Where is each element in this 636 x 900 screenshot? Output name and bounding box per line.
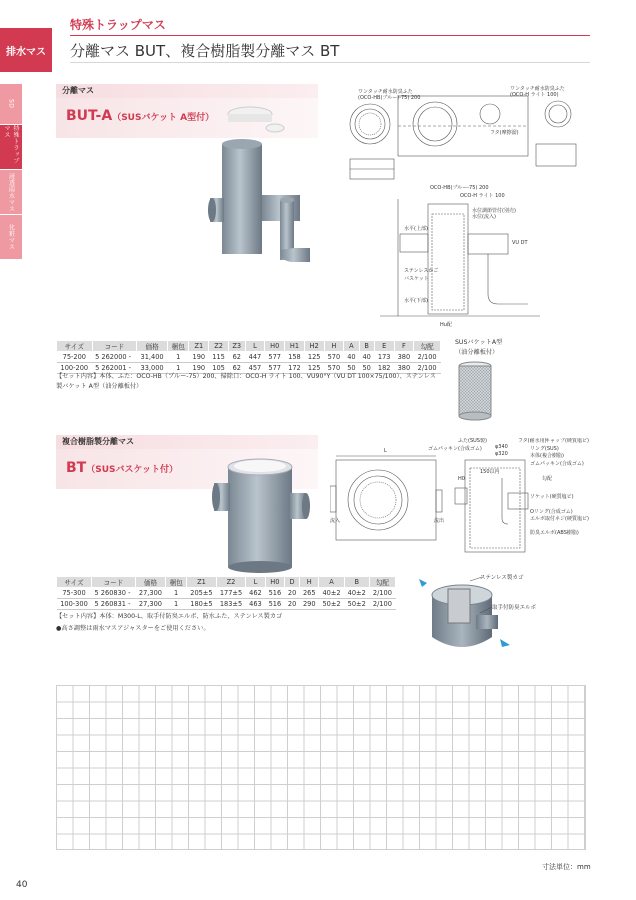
table-cell: 20 — [285, 599, 300, 610]
table-cell: 62 — [228, 363, 245, 374]
table-cell: 447 — [245, 352, 265, 363]
table-cell: 190 — [189, 363, 209, 374]
page-number: 40 — [16, 880, 28, 890]
sidebar-tab-decorative[interactable]: 化粧マス — [0, 215, 22, 259]
table-cell: 380 — [394, 352, 414, 363]
table-cell: 172 — [285, 363, 305, 374]
set-note-but: 【セット内容】本体、ふた：OCO-HB（ブルー-75）200、掃除口：OCO-H ライト 100、VU90°Y（VU DT 100×75/100）、ステンレス製バケット A型（油分離板付） — [56, 373, 436, 390]
section2-header-cell: Z2 — [216, 577, 246, 588]
label-inlet: 水平(上部) — [404, 226, 428, 232]
section1-header-cell: サイズ — [57, 341, 93, 352]
label-bt-elbow: エルボ取付ネジ(硬質塩ビ) — [530, 516, 589, 522]
table-cell: 2/100 — [369, 599, 395, 610]
category-heading: 特殊トラップマス — [70, 18, 166, 32]
label-inner-lid: OCO-H ライト 100 — [460, 193, 505, 199]
table-cell: 205±5 — [187, 588, 217, 599]
table-header-row — [57, 341, 441, 352]
table-row — [57, 352, 441, 363]
but-a-product-image — [200, 100, 320, 270]
table-cell: 31,400 — [137, 352, 168, 363]
section2-header-cell: A — [319, 577, 344, 588]
label-inspect-1: ワンタッチ耐水防臭ふた — [510, 86, 565, 92]
section1-header-cell: H0 — [265, 341, 285, 352]
sidebar-tab-special-trap[interactable]: 特殊トラップマス — [0, 125, 22, 169]
section1-header-cell: コード — [92, 341, 137, 352]
section2-header-cell: L — [246, 577, 265, 588]
table-cell: 105 — [209, 363, 229, 374]
table-cell: 570 — [324, 363, 344, 374]
label-bt-dim3: H0 — [458, 476, 465, 482]
table-cell: 2/100 — [369, 588, 395, 599]
table-cell: 190 — [189, 352, 209, 363]
label-cap: OCO-HB(ブルー-75) 200 — [430, 185, 489, 191]
table-cell: 20 — [285, 588, 300, 599]
bt-cutaway-image — [418, 575, 538, 660]
label-bt-olring: Oリング(合成ゴム) — [530, 509, 573, 515]
table-cell: 75-300 — [57, 588, 92, 599]
product-name-bt — [66, 460, 178, 476]
table-cell: 173 — [374, 352, 394, 363]
table-cell: 62 — [228, 352, 245, 363]
notes-grid — [56, 685, 586, 850]
label-side: VU DT — [512, 240, 528, 246]
table-cell: 40±2 — [319, 588, 344, 599]
label-top-tool: フタ(摩擦溜) — [490, 130, 519, 136]
table-cell: 50±2 — [319, 599, 344, 610]
spec-table-bt — [56, 576, 396, 610]
table-cell: 125 — [304, 352, 324, 363]
table-cell: 2/100 — [414, 352, 441, 363]
table-cell: 27,300 — [135, 588, 165, 599]
table-row — [57, 599, 396, 610]
bt-product-image — [210, 455, 320, 575]
table-cell: 1 — [166, 588, 187, 599]
table-cell: 33,000 — [137, 363, 168, 374]
label-bt-cap-hub: フタ(耐水用) — [518, 438, 547, 444]
label-bucket: ステンレスかご — [404, 268, 439, 274]
section1-header-cell: B — [359, 341, 374, 352]
table-cell: 182 — [374, 363, 394, 374]
bullet-note-bt: ●高さ調整は雨水マスアジャスターをご使用ください。 — [56, 625, 210, 632]
section1-header-cell: A — [344, 341, 359, 352]
section1-header-cell: Z3 — [228, 341, 245, 352]
table-cell: 463 — [246, 599, 265, 610]
label-drain-in: 水位(流入) — [472, 214, 496, 220]
section2-header-cell: コード — [92, 577, 136, 588]
section1-header-cell: H2 — [304, 341, 324, 352]
table-row — [57, 588, 396, 599]
table-cell: 5 260830 - — [92, 588, 136, 599]
table-cell: 516 — [265, 588, 284, 599]
label-bt-in: 流入 — [330, 518, 341, 524]
table-cell: 380 — [394, 363, 414, 374]
section2-header-cell: H0 — [265, 577, 284, 588]
label-bt-dim1: φ340 — [495, 444, 508, 450]
set-note-bt: 【セット内容】本体：M300-L、取手付防臭エルボ、防水ふた、ステンレス製カゴ — [56, 613, 283, 620]
table-cell: 516 — [265, 599, 284, 610]
label-bt-cap-gasket: キャップ(硬質塩ビ) — [545, 438, 589, 444]
table-header-row-bt — [57, 577, 396, 588]
table-cell: 50 — [359, 363, 374, 374]
table-cell: 577 — [265, 363, 285, 374]
sidebar-tab-infiltration[interactable]: 浸透雨水マス — [0, 170, 22, 214]
table-cell: 100-300 — [57, 599, 92, 610]
table-cell: 5 262001 - — [92, 363, 137, 374]
table-cell: 1 — [166, 599, 187, 610]
table-cell: 1 — [168, 352, 189, 363]
section1-header-cell: 梱包 — [168, 341, 189, 352]
label-bt-out: 流出 — [434, 518, 445, 524]
section1-header-cell: E — [374, 341, 394, 352]
cutaway-label-elbow: 取手付防臭エルボ — [492, 605, 537, 611]
label-basket: バスケット — [404, 276, 429, 282]
table-cell: 457 — [245, 363, 265, 374]
title-rule — [70, 62, 590, 63]
section2-header-cell: B — [344, 577, 369, 588]
section2-header-cell: Z1 — [187, 577, 217, 588]
table-cell: 100-200 — [57, 363, 93, 374]
section1-header-cell: F — [394, 341, 414, 352]
section1-header-cell: 勾配 — [414, 341, 441, 352]
page-title: 分離マス BUT、複合樹脂製分離マス BT — [70, 42, 340, 60]
table-cell: 577 — [265, 352, 285, 363]
label-lid-plan-2: (OCO-HB(ブルー)-75) 200 — [358, 95, 421, 101]
basket-caption-1: SUSバケットA型 — [455, 339, 503, 346]
spec-table-but — [56, 340, 441, 374]
table-cell: 40 — [344, 352, 359, 363]
unit-note: 寸法単位：mm — [542, 863, 591, 871]
table-cell: 40 — [359, 352, 374, 363]
product-code-bt: BT — [66, 460, 87, 476]
table-cell: 115 — [209, 352, 229, 363]
label-bt-rubber: ゴムパッキン(合成ゴム) — [530, 461, 584, 467]
label-bt-body-cover: ゴムパッキン(合成ゴム) — [428, 446, 482, 452]
section1-header-cell: Z2 — [209, 341, 229, 352]
label-level-adj: 水位調節管付(別売) — [472, 208, 516, 214]
table-cell: 5 262000 - — [92, 352, 137, 363]
cutaway-label-basket: ステンレス製カゴ — [480, 575, 524, 581]
basket-caption-2: （油分離板付） — [455, 349, 499, 356]
table-cell: 1 — [168, 363, 189, 374]
label-bt-lid: ふた(SUS製) — [458, 438, 487, 444]
label-bt-dim2: φ320 — [495, 451, 508, 457]
table-cell: 40±2 — [344, 588, 369, 599]
section1-header-cell: H — [324, 341, 344, 352]
label-lid-plan-1: ワンタッチ耐水防臭ふた — [358, 89, 413, 95]
product-suffix-bt: （SUSバスケット付） — [86, 465, 179, 475]
table-cell: 265 — [300, 588, 319, 599]
section1-header-cell: Z1 — [189, 341, 209, 352]
label-bt-hole: L — [384, 448, 387, 454]
table-cell: 290 — [300, 599, 319, 610]
table-cell: 180±5 — [187, 599, 217, 610]
section1-header-cell: H1 — [285, 341, 305, 352]
label-inspect-2: (OCO-H ライト 100) — [510, 92, 559, 98]
bt-technical-drawing — [330, 438, 590, 578]
product-suffix: （SUSバケット A型付） — [112, 113, 215, 123]
table-cell: 462 — [246, 588, 265, 599]
table-cell: 125 — [304, 363, 324, 374]
label-bt-dim4: 150以内 — [480, 469, 500, 475]
label-bt-ring: リング(SUS) — [530, 446, 559, 452]
table-cell: 158 — [285, 352, 305, 363]
section1-header-cell: L — [245, 341, 265, 352]
table-cell: 177±5 — [216, 588, 246, 599]
table-cell: 75-200 — [57, 352, 93, 363]
product-code: BUT-A — [66, 108, 113, 124]
table-cell: 50±2 — [344, 599, 369, 610]
header-rule — [70, 35, 590, 36]
label-bottom: 水平(下部) — [404, 298, 428, 304]
but-a-technical-drawing — [340, 84, 590, 334]
product-name-but-a — [66, 108, 214, 124]
section2-header-cell: 価格 — [135, 577, 165, 588]
section2-header-cell: サイズ — [57, 577, 92, 588]
sidebar-tab-sd[interactable]: SD — [0, 84, 22, 124]
label-bot-cap: Hu配 — [440, 322, 452, 328]
table-cell: 27,300 — [135, 599, 165, 610]
section2-header-cell: 梱包 — [166, 577, 187, 588]
label-bt-pipe: ソケット(硬質塩ビ) — [530, 494, 574, 500]
section2-header-cell: 勾配 — [369, 577, 395, 588]
table-cell: 183±5 — [216, 599, 246, 610]
sus-basket-image — [455, 360, 495, 422]
label-bt-ss-basket: 防臭エルボ(ABS樹脂) — [530, 530, 579, 536]
table-cell: 2/100 — [414, 363, 441, 374]
sidebar-main-tab[interactable]: 排水マス — [0, 28, 52, 72]
section1-header-cell: 価格 — [137, 341, 168, 352]
section-band-but: 分離マス — [56, 84, 318, 98]
table-cell: 50 — [344, 363, 359, 374]
basket-caption — [455, 338, 525, 358]
label-bt-outlet: 本体(複合樹脂) — [530, 453, 564, 459]
table-cell: 570 — [324, 352, 344, 363]
section-band-bt: 複合樹脂製分離マス — [56, 435, 318, 449]
section2-header-cell: H — [300, 577, 319, 588]
section2-header-cell: D — [285, 577, 300, 588]
label-bt-gauge: 勾配 — [542, 476, 553, 482]
table-cell: 5 260831 - — [92, 599, 136, 610]
